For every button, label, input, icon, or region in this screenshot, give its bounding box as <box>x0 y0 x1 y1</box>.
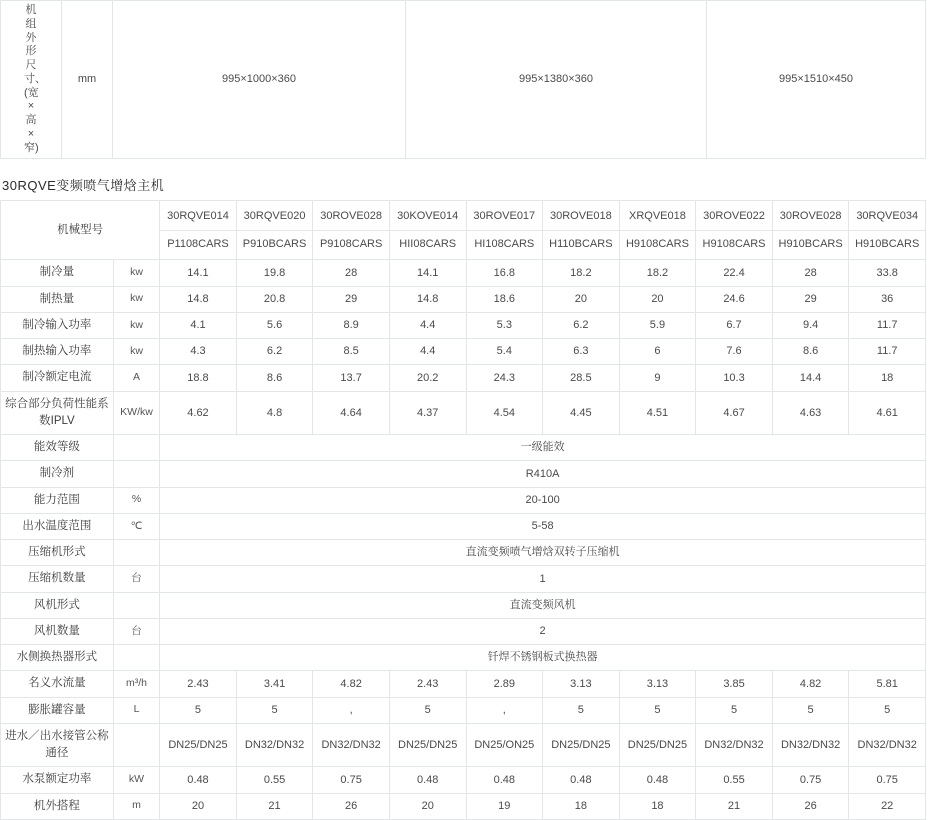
spec-value: 0.48 <box>619 767 696 793</box>
spec-value: 18 <box>543 793 620 819</box>
spec-value: 13.7 <box>313 365 390 391</box>
spec-value: 29 <box>313 286 390 312</box>
specification-table <box>0 200 926 820</box>
model-name-bottom: H9108CARS <box>696 230 773 260</box>
spec-row-label: 风机数量 <box>1 618 114 644</box>
table-row <box>1 618 926 644</box>
spec-row-label: 能效等级 <box>1 435 114 461</box>
spec-value: 16.8 <box>466 260 543 286</box>
spec-row-unit <box>113 435 159 461</box>
spec-value: 11.7 <box>849 339 926 365</box>
spec-value: 10.3 <box>696 365 773 391</box>
spec-value: 3.13 <box>619 671 696 697</box>
spec-row-unit <box>113 723 159 767</box>
dimensions-value-2: 995×1380×360 <box>406 1 707 159</box>
spec-value: 19 <box>466 793 543 819</box>
spec-value: DN25/DN25 <box>160 723 237 767</box>
spec-merged-value: 20-100 <box>160 487 926 513</box>
spec-value: 21 <box>696 793 773 819</box>
spec-value: 18.6 <box>466 286 543 312</box>
spec-value: 0.75 <box>849 767 926 793</box>
spec-value: 5.9 <box>619 312 696 338</box>
dimensions-unit: mm <box>62 1 113 159</box>
table-row <box>1 260 926 286</box>
spec-value: 4.37 <box>389 391 466 435</box>
dimensions-row-label <box>1 1 62 159</box>
table-row <box>1 487 926 513</box>
spec-value: 4.64 <box>313 391 390 435</box>
spec-value: 28 <box>313 260 390 286</box>
spec-value: 5 <box>160 697 237 723</box>
spec-row-unit <box>113 540 159 566</box>
spec-value: 3.85 <box>696 671 773 697</box>
table-row <box>1 513 926 539</box>
spec-value: 6.7 <box>696 312 773 338</box>
spec-value: 9.4 <box>772 312 849 338</box>
table-row <box>1 767 926 793</box>
model-name-top: 30ROVE018 <box>543 201 620 231</box>
spec-row-label: 水侧换热器形式 <box>1 645 114 671</box>
spec-value: 2.89 <box>466 671 543 697</box>
spec-value: 6.2 <box>236 339 313 365</box>
spec-row-unit: 台 <box>113 566 159 592</box>
dimensions-value-1: 995×1000×360 <box>113 1 406 159</box>
table-row <box>1 286 926 312</box>
spec-row-unit: ℃ <box>113 513 159 539</box>
dimensions-value-3: 995×1510×450 <box>707 1 926 159</box>
model-name-top: 30KOVE014 <box>389 201 466 231</box>
spec-value: 14.4 <box>772 365 849 391</box>
table-row <box>1 312 926 338</box>
spec-row-unit: kw <box>113 286 159 312</box>
model-name-bottom: P910BCARS <box>236 230 313 260</box>
model-name-bottom: H910BCARS <box>772 230 849 260</box>
spec-value: 18 <box>619 793 696 819</box>
spec-row-label: 能力范围 <box>1 487 114 513</box>
spec-value: 36 <box>849 286 926 312</box>
spec-row-unit: kw <box>113 260 159 286</box>
spec-value: 6.3 <box>543 339 620 365</box>
spec-value: 20 <box>160 793 237 819</box>
model-name-top: 30RQVE034 <box>849 201 926 231</box>
spec-value: 2.43 <box>389 671 466 697</box>
spec-value: , <box>313 697 390 723</box>
spec-value: 5 <box>389 697 466 723</box>
model-name-top: 30ROVE017 <box>466 201 543 231</box>
spec-value: 18.2 <box>543 260 620 286</box>
model-header-row-top <box>1 201 926 231</box>
spec-row-label: 进水／出水接管公称通径 <box>1 723 114 767</box>
spec-row-unit <box>113 461 159 487</box>
spec-value: 14.8 <box>160 286 237 312</box>
spec-row-unit: kw <box>113 339 159 365</box>
spec-value: 18.8 <box>160 365 237 391</box>
table-row <box>1 435 926 461</box>
spec-value: 4.3 <box>160 339 237 365</box>
spec-row-unit <box>113 592 159 618</box>
model-name-bottom: H910BCARS <box>849 230 926 260</box>
spec-value: , <box>466 697 543 723</box>
spec-row-unit: L <box>113 697 159 723</box>
spec-value: 4.51 <box>619 391 696 435</box>
spec-value: 20.8 <box>236 286 313 312</box>
model-name-bottom: H110BCARS <box>543 230 620 260</box>
spec-row-unit: kW <box>113 767 159 793</box>
specification-table-body <box>1 201 926 820</box>
spec-value: 24.6 <box>696 286 773 312</box>
spec-value: 22 <box>849 793 926 819</box>
spec-value: 14.1 <box>389 260 466 286</box>
spec-row-label: 名义水流量 <box>1 671 114 697</box>
spec-value: 18 <box>849 365 926 391</box>
spec-value: 4.82 <box>772 671 849 697</box>
table-row <box>1 391 926 435</box>
spec-value: 2.43 <box>160 671 237 697</box>
spec-merged-value: R410A <box>160 461 926 487</box>
spec-value: 8.6 <box>772 339 849 365</box>
spec-value: 0.55 <box>236 767 313 793</box>
spec-merged-value: 直流变频风机 <box>160 592 926 618</box>
spec-value: DN32/DN32 <box>236 723 313 767</box>
spec-value: 4.1 <box>160 312 237 338</box>
spec-value: 4.45 <box>543 391 620 435</box>
spec-row-label: 出水温度范围 <box>1 513 114 539</box>
spec-row-label: 膨胀罐容量 <box>1 697 114 723</box>
spec-row-unit: 台 <box>113 618 159 644</box>
spec-value: 4.62 <box>160 391 237 435</box>
spec-value: 5 <box>849 697 926 723</box>
spec-value: DN32/DN32 <box>849 723 926 767</box>
spec-value: 3.13 <box>543 671 620 697</box>
model-name-bottom: P9108CARS <box>313 230 390 260</box>
spec-row-label: 压缩机形式 <box>1 540 114 566</box>
spec-value: 3.41 <box>236 671 313 697</box>
spec-value: 4.4 <box>389 339 466 365</box>
spec-merged-value: 一级能效 <box>160 435 926 461</box>
model-name-bottom: P1108CARS <box>160 230 237 260</box>
spec-row-label: 水泵额定功率 <box>1 767 114 793</box>
spec-value: 8.9 <box>313 312 390 338</box>
table-row <box>1 592 926 618</box>
spec-value: 8.5 <box>313 339 390 365</box>
spec-value: 4.54 <box>466 391 543 435</box>
spec-merged-value: 直流变频喷气增焓双转子压缩机 <box>160 540 926 566</box>
spec-value: 4.61 <box>849 391 926 435</box>
spec-value: 20 <box>389 793 466 819</box>
spec-value: 0.48 <box>389 767 466 793</box>
spec-value: 4.63 <box>772 391 849 435</box>
spec-value: 0.75 <box>313 767 390 793</box>
model-name-bottom: H9108CARS <box>619 230 696 260</box>
dimensions-row-label-text: 机组外形尺寸、(宽×高×窄) <box>24 4 46 154</box>
table-row <box>1 645 926 671</box>
spec-value: 14.8 <box>389 286 466 312</box>
spec-value: 20.2 <box>389 365 466 391</box>
section-title: 30RQVE变频喷气增焓主机 <box>2 178 165 194</box>
spec-value: 7.6 <box>696 339 773 365</box>
table-row <box>1 566 926 592</box>
spec-row-label: 制冷额定电流 <box>1 365 114 391</box>
model-name-top: 30RQVE014 <box>160 201 237 231</box>
spec-row-label: 制冷剂 <box>1 461 114 487</box>
table-row <box>1 671 926 697</box>
table-row <box>1 540 926 566</box>
spec-merged-value: 1 <box>160 566 926 592</box>
spec-row-unit <box>113 645 159 671</box>
model-name-bottom: HII08CARS <box>389 230 466 260</box>
spec-value: 20 <box>543 286 620 312</box>
table-row <box>1 365 926 391</box>
spec-value: 5 <box>772 697 849 723</box>
spec-row-label: 压缩机数量 <box>1 566 114 592</box>
spec-row-label: 机外搭程 <box>1 793 114 819</box>
spec-row-unit: m³/h <box>113 671 159 697</box>
spec-value: 5.4 <box>466 339 543 365</box>
spec-value: 19.8 <box>236 260 313 286</box>
spec-row-label: 制冷量 <box>1 260 114 286</box>
spec-value: 5.6 <box>236 312 313 338</box>
spec-value: 11.7 <box>849 312 926 338</box>
spec-row-unit: A <box>113 365 159 391</box>
spec-row-unit: kw <box>113 312 159 338</box>
spec-value: 22.4 <box>696 260 773 286</box>
dimensions-table <box>0 0 926 159</box>
spec-value: 9 <box>619 365 696 391</box>
spec-value: 21 <box>236 793 313 819</box>
spec-value: 0.75 <box>772 767 849 793</box>
spec-value: DN25/DN25 <box>389 723 466 767</box>
model-name-top: 30ROVE022 <box>696 201 773 231</box>
spec-value: 4.67 <box>696 391 773 435</box>
spec-value: 28.5 <box>543 365 620 391</box>
model-name-top: XRQVE018 <box>619 201 696 231</box>
spec-row-label: 风机形式 <box>1 592 114 618</box>
spec-value: 29 <box>772 286 849 312</box>
spec-value: 20 <box>619 286 696 312</box>
spec-value: 8.6 <box>236 365 313 391</box>
spec-value: 0.48 <box>543 767 620 793</box>
spec-value: DN25/ON25 <box>466 723 543 767</box>
spec-value: 28 <box>772 260 849 286</box>
model-name-top: 30ROVE028 <box>313 201 390 231</box>
spec-value: DN32/DN32 <box>772 723 849 767</box>
model-row-label: 机械型号 <box>1 201 160 260</box>
spec-value: 0.48 <box>466 767 543 793</box>
spec-value: 4.82 <box>313 671 390 697</box>
spec-value: 33.8 <box>849 260 926 286</box>
spec-value: 5 <box>619 697 696 723</box>
spec-value: 14.1 <box>160 260 237 286</box>
spec-row-label: 制冷输入功率 <box>1 312 114 338</box>
spec-row-label: 制热输入功率 <box>1 339 114 365</box>
model-name-top: 30ROVE028 <box>772 201 849 231</box>
spec-row-label: 制热量 <box>1 286 114 312</box>
table-row <box>1 1 926 159</box>
table-row <box>1 697 926 723</box>
spec-value: 5 <box>543 697 620 723</box>
table-row <box>1 723 926 767</box>
model-name-top: 30RQVE020 <box>236 201 313 231</box>
spec-row-unit: m <box>113 793 159 819</box>
spec-value: 26 <box>772 793 849 819</box>
spec-merged-value: 2 <box>160 618 926 644</box>
spec-value: 4.4 <box>389 312 466 338</box>
spec-value: 4.8 <box>236 391 313 435</box>
spec-value: 5 <box>696 697 773 723</box>
spec-row-unit: KW/kw <box>113 391 159 435</box>
spec-value: 6.2 <box>543 312 620 338</box>
table-row <box>1 461 926 487</box>
spec-row-unit: % <box>113 487 159 513</box>
spec-value: 5.3 <box>466 312 543 338</box>
spec-row-label: 综合部分负荷性能系数IPLV <box>1 391 114 435</box>
spec-value: DN32/DN32 <box>696 723 773 767</box>
spec-value: 26 <box>313 793 390 819</box>
spec-value: 18.2 <box>619 260 696 286</box>
spec-merged-value: 钎焊不锈钢板式换热器 <box>160 645 926 671</box>
spec-value: DN25/DN25 <box>619 723 696 767</box>
spec-value: 0.48 <box>160 767 237 793</box>
spec-value: 5.81 <box>849 671 926 697</box>
spec-value: DN32/DN32 <box>313 723 390 767</box>
spec-value: 0.55 <box>696 767 773 793</box>
spec-merged-value: 5-58 <box>160 513 926 539</box>
model-name-bottom: HI108CARS <box>466 230 543 260</box>
spec-value: 6 <box>619 339 696 365</box>
table-row <box>1 793 926 819</box>
spec-value: 5 <box>236 697 313 723</box>
spec-value: DN25/DN25 <box>543 723 620 767</box>
spec-value: 24.3 <box>466 365 543 391</box>
table-row <box>1 339 926 365</box>
